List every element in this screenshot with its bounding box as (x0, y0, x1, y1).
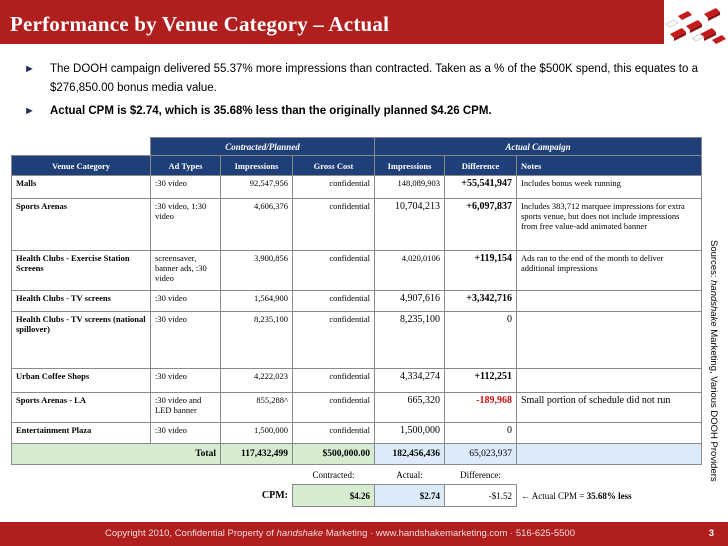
gross-cost-cell: confidential (293, 291, 375, 312)
venue-performance-table (11, 137, 702, 507)
total-notes (517, 444, 702, 465)
table-row (12, 176, 702, 199)
footer-brand: handshake (276, 528, 324, 539)
table-row (12, 369, 702, 393)
actual-impressions-cell: 665,320 (375, 393, 445, 423)
gross-cost-cell: confidential (293, 176, 375, 199)
actual-impressions-cell: 1,500,000 (375, 423, 445, 444)
total-actual-impressions: 182,456,436 (375, 444, 445, 465)
cpm-label: CPM: (261, 490, 288, 501)
page-number: 3 (708, 528, 714, 539)
col-ad-types: Ad Types (151, 156, 221, 176)
planned-impressions-cell: 3,900,856 (221, 251, 293, 291)
cpm-note-value: 35.68% less (586, 490, 632, 501)
ad-types-cell: :30 video (151, 423, 221, 444)
difference-cell-negative: -189,968 (445, 393, 517, 423)
footer-suffix: Marketing · www.handshakemarketing.com · 516-625-5500 (323, 528, 575, 539)
sources-text (708, 240, 719, 482)
notes-cell: Includes bonus week running (517, 176, 702, 199)
planned-impressions-cell: 1,564,900 (221, 291, 293, 312)
notes-cell: Ads ran to the end of the month to deliver additional impressions (517, 251, 702, 291)
bullet-cpm (24, 102, 714, 121)
col-notes: Notes (517, 156, 702, 176)
group-header-row (12, 138, 702, 156)
cpm-contracted-value: $4.26 (293, 485, 375, 507)
difference-cell: +6,097,837 (445, 199, 517, 251)
total-row (12, 444, 702, 465)
venue-cell: Urban Coffee Shops (12, 369, 151, 393)
ad-types-cell: :30 video and LED banner (151, 393, 221, 423)
difference-cell: +112,251 (445, 369, 517, 393)
notes-cell: Small portion of schedule did not run (517, 393, 702, 423)
planned-impressions-cell: 92,547,956 (221, 176, 293, 199)
actual-impressions-cell: 4,907,616 (375, 291, 445, 312)
group-header-actual: Actual Campaign (375, 138, 702, 156)
venue-cell: Entertainment Plaza (12, 423, 151, 444)
table-row (12, 291, 702, 312)
col-planned-impressions: Impressions (221, 156, 293, 176)
gross-cost-cell: confidential (293, 369, 375, 393)
footer-copyright (0, 528, 680, 539)
footer-bar (0, 522, 728, 546)
bullet-arrow-icon: ► (24, 63, 35, 75)
sources-prefix: Sources: (708, 240, 719, 281)
ad-types-cell: :30 video (151, 312, 221, 369)
venue-cell: Malls (12, 176, 151, 199)
ad-types-cell: screensaver, banner ads, :30 video (151, 251, 221, 291)
cpm-label-row (12, 465, 702, 485)
notes-cell (517, 423, 702, 444)
planned-impressions-cell: 4,222,023 (221, 369, 293, 393)
table-row (12, 199, 702, 251)
gross-cost-cell: confidential (293, 199, 375, 251)
sources-suffix: Marketing, Various DOOH Providers (708, 326, 719, 482)
notes-cell (517, 312, 702, 369)
difference-cell: +55,541,947 (445, 176, 517, 199)
venue-cell: Health Clubs - TV screens (national spillover) (12, 312, 151, 369)
cpm-actual-value: $2.74 (375, 485, 445, 507)
difference-cell: +119,154 (445, 251, 517, 291)
spacer (517, 465, 702, 485)
actual-impressions-cell: 4,020,0106 (375, 251, 445, 291)
venue-cell: Health Clubs - TV screens (12, 291, 151, 312)
venue-cell: Health Clubs - Exercise Station Screens (12, 251, 151, 291)
cpm-difference-label: Difference: (460, 469, 501, 480)
notes-cell (517, 369, 702, 393)
title-underline (0, 44, 670, 46)
difference-cell: 0 (445, 312, 517, 369)
planned-impressions-cell: 855,288^ (221, 393, 293, 423)
logo-graphic-icon (664, 0, 728, 48)
actual-impressions-cell: 8,235,100 (375, 312, 445, 369)
col-difference: Difference (445, 156, 517, 176)
brand-logo (664, 0, 728, 48)
cpm-difference-value: -$1.52 (445, 485, 517, 507)
spacer (12, 465, 293, 485)
arrow-left-icon: ← (521, 490, 530, 501)
gross-cost-cell: confidential (293, 393, 375, 423)
cpm-note-prefix: Actual CPM = (531, 490, 587, 501)
cpm-note (517, 485, 702, 507)
title-bar (0, 0, 728, 44)
total-gross-cost: $500,000.00 (293, 444, 375, 465)
table-row (12, 423, 702, 444)
bullet-arrow-icon: ► (24, 105, 35, 117)
col-gross-cost: Gross Cost (293, 156, 375, 176)
table-row (12, 393, 702, 423)
planned-impressions-cell: 1,500,000 (221, 423, 293, 444)
notes-cell: Includes 383,712 marquee impressions for extra sports venue, but does not include impressions from free value-add animated banner (517, 199, 702, 251)
summary-bullets (24, 60, 714, 125)
cpm-actual-label: Actual: (396, 469, 423, 480)
total-difference: 65,023,937 (445, 444, 517, 465)
sources-brand: handshake (708, 280, 719, 327)
column-header-row (12, 156, 702, 176)
difference-cell: 0 (445, 423, 517, 444)
group-header-planned: Contracted/Planned (151, 138, 375, 156)
total-planned-impressions: 117,432,499 (221, 444, 293, 465)
col-venue-category: Venue Category (12, 156, 151, 176)
ad-types-cell: :30 video, 1:30 video (151, 199, 221, 251)
table-row (12, 312, 702, 369)
actual-impressions-cell: 4,334,274 (375, 369, 445, 393)
total-label: Total (12, 444, 221, 465)
cpm-row (12, 485, 702, 507)
col-actual-impressions: Impressions (375, 156, 445, 176)
planned-impressions-cell: 4,606,376 (221, 199, 293, 251)
footer-prefix: Copyright 2010, Confidential Property of (104, 528, 277, 539)
ad-types-cell: :30 video (151, 291, 221, 312)
planned-impressions-cell: 8,235,100 (221, 312, 293, 369)
sources-note (703, 240, 723, 530)
ad-types-cell: :30 video (151, 369, 221, 393)
ad-types-cell: :30 video (151, 176, 221, 199)
difference-cell: +3,342,716 (445, 291, 517, 312)
bullet-text: The DOOH campaign delivered 55.37% more impressions than contracted. Taken as a % of the $500K spend, this equates to a $276,850.00 bonus media value. (50, 63, 698, 94)
actual-impressions-cell: 148,089,903 (375, 176, 445, 199)
table-row (12, 251, 702, 291)
venue-cell: Sports Arenas (12, 199, 151, 251)
gross-cost-cell: confidential (293, 312, 375, 369)
bullet-impressions (24, 60, 714, 98)
group-header-spacer (12, 138, 151, 156)
actual-impressions-cell: 10,704,213 (375, 199, 445, 251)
gross-cost-cell: confidential (293, 423, 375, 444)
bullet-text: Actual CPM is $2.74, which is 35.68% less than the originally planned $4.26 CPM. (50, 105, 492, 117)
page-title: Performance by Venue Category – Actual (10, 12, 390, 36)
notes-cell (517, 291, 702, 312)
gross-cost-cell: confidential (293, 251, 375, 291)
venue-cell: Sports Arenas - LA (12, 393, 151, 423)
cpm-contracted-label: Contracted: (312, 469, 355, 480)
